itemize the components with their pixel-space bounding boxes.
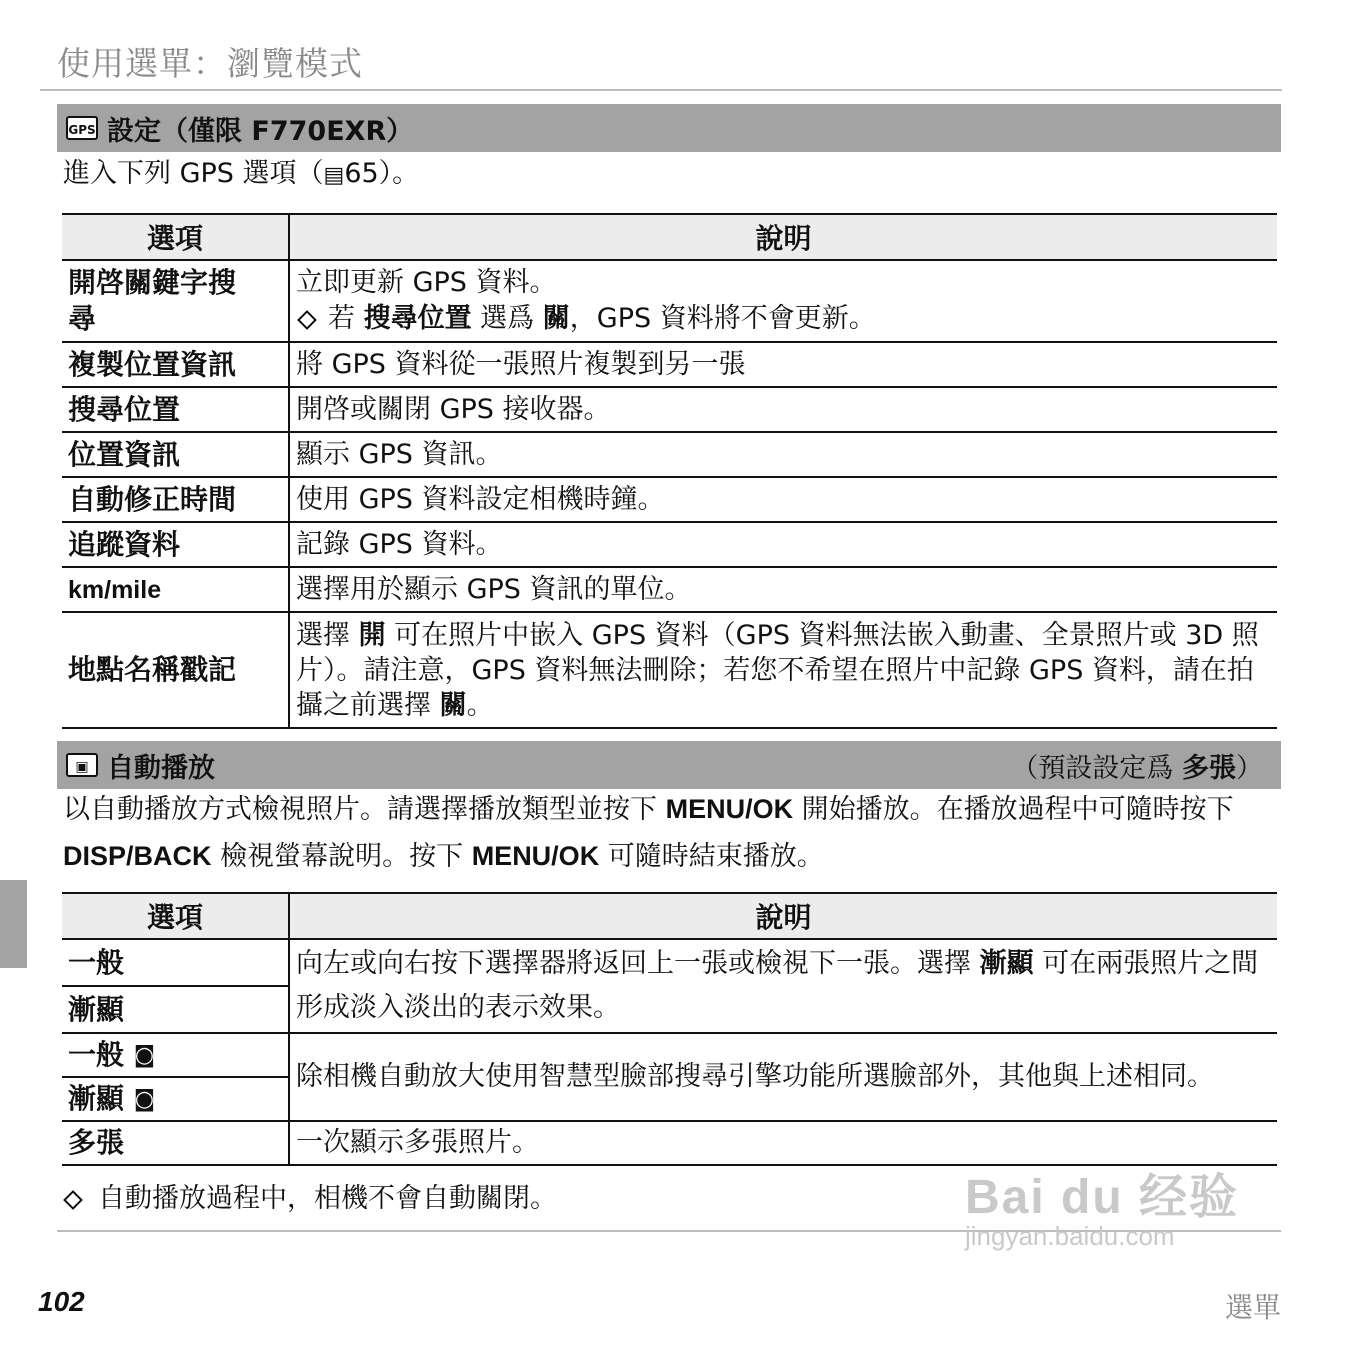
option-description: 立即更新 GPS 資料。 若 搜尋位置 選爲 關，GPS 資料將不會更新。: [289, 260, 1277, 342]
option-description: 選擇用於顯示 GPS 資訊的單位。: [289, 567, 1277, 612]
slideshow-section-bar: [57, 741, 1281, 789]
option-label: km/mile: [62, 567, 289, 612]
option-label: 追蹤資料: [62, 522, 289, 567]
table-header-description: 說明: [289, 893, 1277, 939]
slideshow-icon: ▣: [66, 753, 98, 777]
face-detection-icon: ◙: [133, 1086, 156, 1112]
slideshow-intro: 以自動播放方式檢視照片。請選擇播放類型並按下 MENU/OK 開始播放。在播放過程中可隨時按下 DISP/BACK 檢視螢幕說明。按下 MENU/OK 可隨時結束播放。: [63, 794, 1234, 872]
table-header-description: 說明: [289, 214, 1277, 260]
page-number: 102: [38, 1286, 85, 1317]
option-description: 除相機自動放大使用智慧型臉部搜尋引擎功能所選臉部外，其他與上述相同。: [289, 1033, 1277, 1121]
table-row: [62, 432, 1277, 477]
gps-intro-ref: 65: [344, 158, 379, 189]
note-icon: [63, 1190, 83, 1210]
gps-icon: GPS: [66, 116, 98, 140]
option-description: 將 GPS 資料從一張照片複製到另一張: [289, 342, 1277, 387]
book-icon: ▤: [323, 163, 345, 188]
option-label: 複製位置資訊: [62, 342, 289, 387]
slideshow-options-table: [62, 892, 1277, 1166]
gps-options-table: [62, 213, 1277, 729]
option-description: 記錄 GPS 資料。: [289, 522, 1277, 567]
table-row: [62, 477, 1277, 522]
option-label: 一般 ◙: [62, 1033, 289, 1077]
face-detection-icon: ◙: [133, 1042, 156, 1068]
footer-label: 選單: [1224, 1291, 1281, 1324]
gps-intro-suffix: ）。: [378, 158, 420, 189]
option-description: 使用 GPS 資料設定相機時鐘。: [289, 477, 1277, 522]
option-label: 一般: [62, 939, 289, 986]
page-header-title: 使用選單：瀏覽模式: [57, 44, 363, 83]
option-description: 選擇 開 可在照片中嵌入 GPS 資料（GPS 資料無法嵌入動畫、全景照片或 3D 照片）。請注意，GPS 資料無法刪除；若您不希望在照片中記錄 GPS 資料，請在拍攝之前選擇 關。: [289, 612, 1277, 728]
gps-intro: [63, 152, 419, 198]
option-label: 自動修正時間: [62, 477, 289, 522]
table-header-option: 選項: [62, 214, 289, 260]
table-header-option: 選項: [62, 893, 289, 939]
gps-section-bar: [57, 104, 1281, 152]
slideshow-note: 自動播放過程中，相機不會自動關閉。: [66, 1176, 557, 1215]
table-row: [62, 939, 1277, 986]
table-row: [62, 567, 1277, 612]
option-label: 漸顯 ◙: [62, 1077, 289, 1121]
option-description: 一次顯示多張照片。: [289, 1121, 1277, 1165]
gps-section-title: 設定（僅限 F770EXR）: [107, 115, 414, 147]
slideshow-default-setting: （預設設定爲 多張）: [1011, 752, 1263, 784]
table-row: [62, 1033, 1277, 1077]
table-row: [62, 612, 1277, 728]
table-row: [62, 522, 1277, 567]
option-label: 位置資訊: [62, 432, 289, 477]
header-rule: [40, 89, 1282, 91]
option-description: 向左或向右按下選擇器將返回上一張或檢視下一張。選擇 漸顯 可在兩張照片之間形成淡入淡出的表示效果。: [289, 939, 1277, 1033]
option-label: 搜尋位置: [62, 387, 289, 432]
baidu-watermark: Bai du 经验 jingyan.baidu.com: [965, 1171, 1240, 1251]
option-description: 開啓或關閉 GPS 接收器。: [289, 387, 1277, 432]
option-label: 多張: [62, 1121, 289, 1165]
table-row: [62, 260, 1277, 342]
option-label: 漸顯: [62, 986, 289, 1033]
option-label: 地點名稱戳記: [62, 612, 289, 728]
note-icon: [297, 310, 317, 330]
option-label: 開啓關鍵字搜尋: [62, 260, 289, 342]
gps-intro-prefix: 進入下列 GPS 選項（: [63, 158, 324, 189]
slideshow-section-title: 自動播放: [107, 752, 215, 784]
table-row: [62, 387, 1277, 432]
option-description: 顯示 GPS 資訊。: [289, 432, 1277, 477]
table-row: [62, 342, 1277, 387]
side-tab: [0, 880, 27, 968]
